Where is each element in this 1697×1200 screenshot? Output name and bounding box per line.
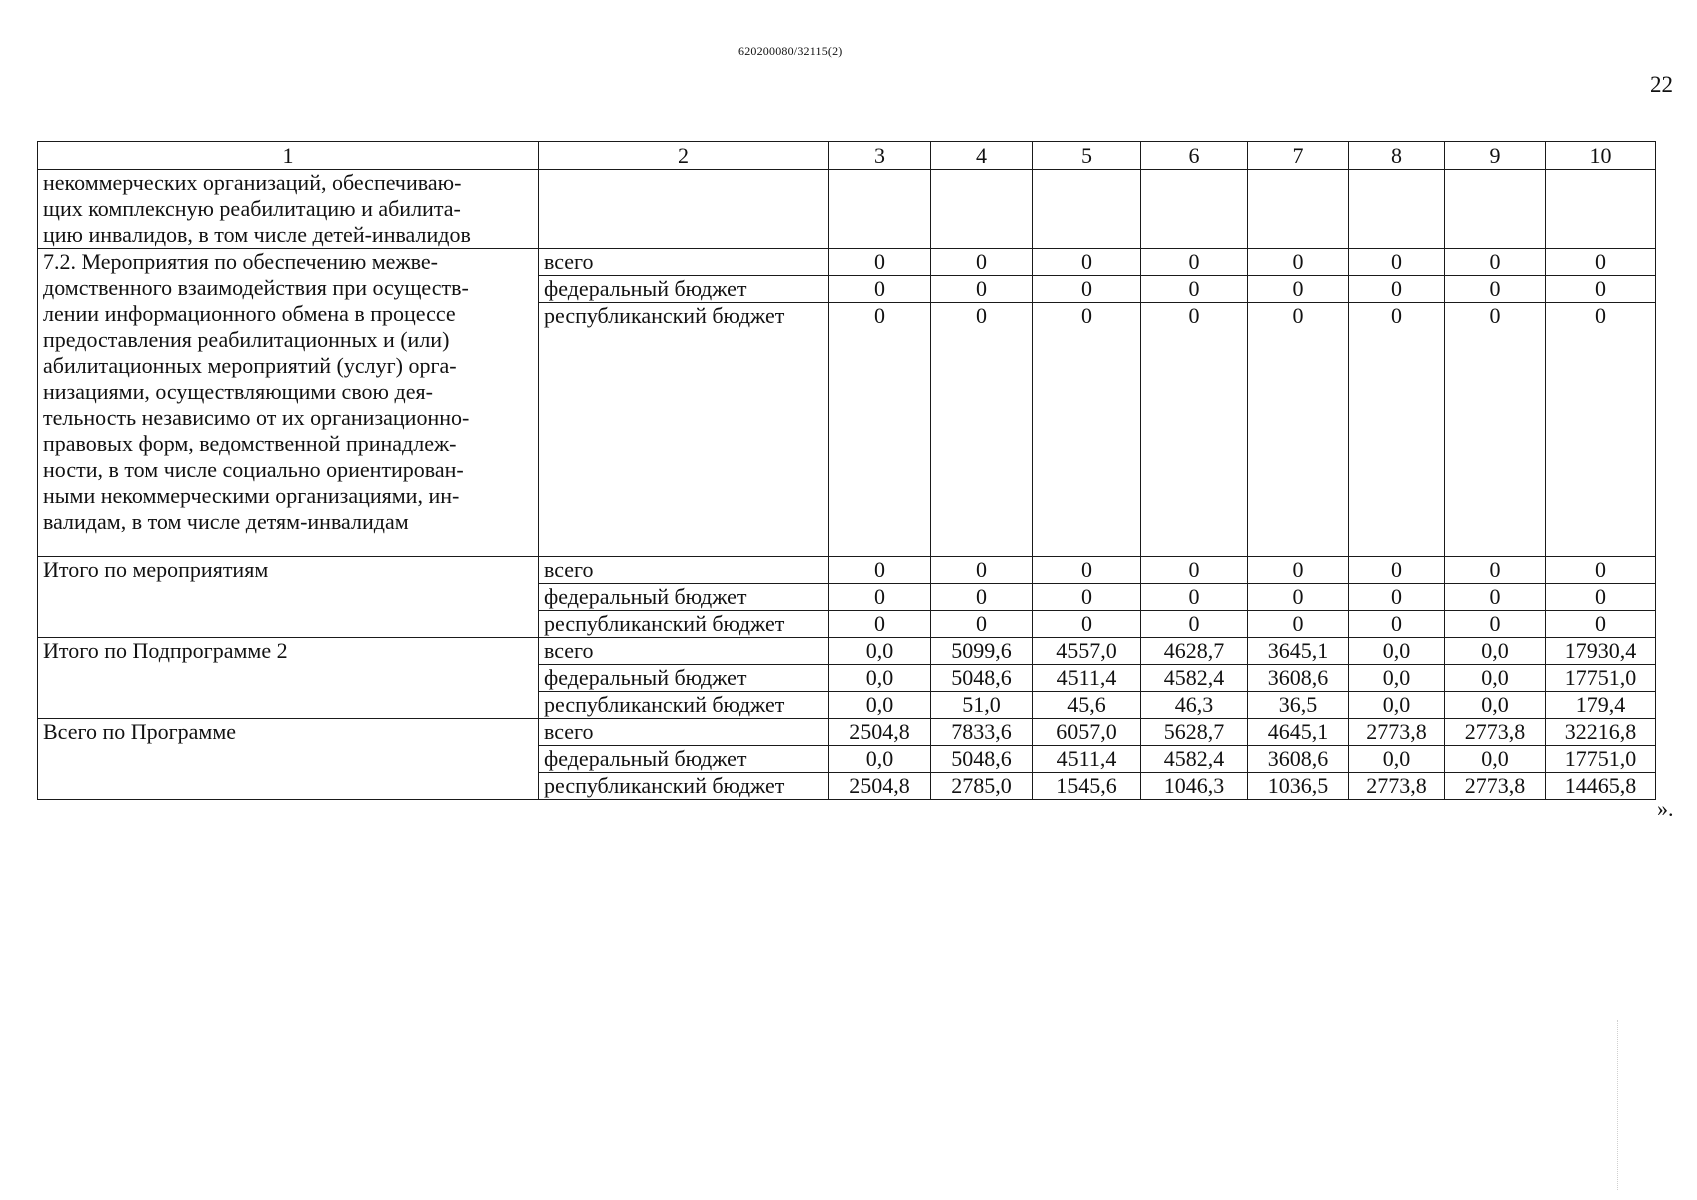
value-cell: 3645,1 (1248, 638, 1349, 665)
description-line: ными некоммерческими организациями, ин- (43, 483, 460, 508)
value-cell: 0 (1248, 249, 1349, 276)
empty-cell (1141, 170, 1248, 249)
column-number-row (38, 142, 1656, 170)
scan-artifact (1617, 1020, 1620, 1190)
value-cell: 0,0 (1349, 665, 1445, 692)
empty-cell (1546, 170, 1656, 249)
value-cell: 4582,4 (1141, 665, 1248, 692)
value-cell: 2504,8 (829, 773, 931, 800)
value-cell: 0 (1248, 557, 1349, 584)
value-cell: 0 (1033, 557, 1141, 584)
value-cell: 0 (931, 557, 1033, 584)
document-code: 620200080/32115(2) (738, 44, 843, 58)
funding-source: всего (539, 638, 829, 665)
value-cell: 0 (1349, 557, 1445, 584)
value-cell: 0,0 (1349, 746, 1445, 773)
value-cell: 0 (829, 249, 931, 276)
table-row (38, 719, 1656, 746)
funding-source: всего (539, 557, 829, 584)
column-number: 10 (1546, 142, 1656, 170)
value-cell: 0 (1349, 276, 1445, 303)
value-cell: 5628,7 (1141, 719, 1248, 746)
value-cell: 32216,8 (1546, 719, 1656, 746)
value-cell: 0 (931, 276, 1033, 303)
description-line: тельность независимо от их организационно- (43, 405, 470, 430)
value-cell: 0 (931, 303, 1033, 557)
column-number: 1 (38, 142, 539, 170)
column-number: 9 (1445, 142, 1546, 170)
column-number: 2 (539, 142, 829, 170)
value-cell: 1545,6 (1033, 773, 1141, 800)
value-cell: 0 (1033, 584, 1141, 611)
empty-cell (931, 170, 1033, 249)
value-cell: 0,0 (829, 746, 931, 773)
value-cell: 0,0 (829, 665, 931, 692)
empty-cell (1248, 170, 1349, 249)
value-cell: 4557,0 (1033, 638, 1141, 665)
value-cell: 0 (1033, 611, 1141, 638)
value-cell: 4511,4 (1033, 665, 1141, 692)
value-cell: 2773,8 (1445, 719, 1546, 746)
value-cell: 4628,7 (1141, 638, 1248, 665)
value-cell: 0 (1248, 584, 1349, 611)
funding-source: республиканский бюджет (539, 692, 829, 719)
column-number: 4 (931, 142, 1033, 170)
description-line: Всего по Программе (43, 719, 237, 744)
description-line: ности, в том числе социально ориентирован- (43, 457, 464, 482)
value-cell: 0 (1248, 276, 1349, 303)
value-cell: 2785,0 (931, 773, 1033, 800)
value-cell: 0 (1141, 249, 1248, 276)
value-cell: 0 (1546, 611, 1656, 638)
value-cell: 5048,6 (931, 665, 1033, 692)
value-cell: 2504,8 (829, 719, 931, 746)
value-cell: 45,6 (1033, 692, 1141, 719)
funding-source: федеральный бюджет (539, 665, 829, 692)
value-cell: 0 (1546, 249, 1656, 276)
empty-cell (1033, 170, 1141, 249)
continued-description (38, 170, 539, 249)
value-cell: 0 (1141, 557, 1248, 584)
value-cell: 0 (829, 276, 931, 303)
closing-quote: ». (1657, 796, 1674, 821)
value-cell: 0 (1141, 276, 1248, 303)
value-cell: 0 (1141, 303, 1248, 557)
value-cell: 0,0 (1445, 746, 1546, 773)
description-line: лении информационного обмена в процессе (43, 301, 456, 326)
value-cell: 0 (931, 611, 1033, 638)
value-cell: 0 (829, 303, 931, 557)
value-cell: 0 (1141, 611, 1248, 638)
value-cell: 17751,0 (1546, 746, 1656, 773)
value-cell: 0 (931, 584, 1033, 611)
value-cell: 0 (1546, 303, 1656, 557)
description-line: цию инвалидов, в том числе детей-инвалидов (43, 222, 471, 247)
value-cell: 6057,0 (1033, 719, 1141, 746)
funding-source: республиканский бюджет (539, 773, 829, 800)
value-cell: 0,0 (829, 692, 931, 719)
description-line: Итого по мероприятиям (43, 557, 269, 582)
table-row (38, 249, 1656, 276)
description-line: низациями, осуществляющими свою дея- (43, 379, 433, 404)
value-cell: 0 (1445, 557, 1546, 584)
funding-source: федеральный бюджет (539, 746, 829, 773)
description-line: правовых форм, ведомственной принадлеж- (43, 431, 457, 456)
value-cell: 1046,3 (1141, 773, 1248, 800)
value-cell: 0 (1546, 584, 1656, 611)
value-cell: 0 (1445, 303, 1546, 557)
description-line: предоставления реабилитационных и (или) (43, 327, 450, 352)
value-cell: 0 (931, 249, 1033, 276)
value-cell: 14465,8 (1546, 773, 1656, 800)
value-cell: 36,5 (1248, 692, 1349, 719)
funding-source: федеральный бюджет (539, 276, 829, 303)
value-cell: 3608,6 (1248, 665, 1349, 692)
value-cell: 0 (1141, 584, 1248, 611)
value-cell: 0 (1349, 249, 1445, 276)
value-cell: 0 (829, 557, 931, 584)
value-cell: 0 (1248, 611, 1349, 638)
value-cell: 2773,8 (1349, 719, 1445, 746)
value-cell: 1036,5 (1248, 773, 1349, 800)
value-cell: 0 (1349, 303, 1445, 557)
value-cell: 0,0 (1445, 665, 1546, 692)
description-line: щих комплексную реабилитацию и абилита- (43, 196, 461, 221)
column-number: 5 (1033, 142, 1141, 170)
budget-table (37, 141, 1656, 800)
value-cell: 46,3 (1141, 692, 1248, 719)
value-cell: 4582,4 (1141, 746, 1248, 773)
funding-source: республиканский бюджет (539, 303, 829, 557)
empty-cell (1445, 170, 1546, 249)
description-line: абилитационных мероприятий (услуг) орга- (43, 353, 457, 378)
value-cell: 0 (1546, 276, 1656, 303)
value-cell: 0 (1349, 611, 1445, 638)
measure-description (38, 249, 539, 557)
column-number: 8 (1349, 142, 1445, 170)
measure-description (38, 719, 539, 800)
description-line: Итого по Подпрограмме 2 (43, 638, 288, 663)
value-cell: 5099,6 (931, 638, 1033, 665)
column-number: 6 (1141, 142, 1248, 170)
value-cell: 7833,6 (931, 719, 1033, 746)
value-cell: 0,0 (1445, 692, 1546, 719)
description-line: домственного взаимодействия при осуществ- (43, 275, 469, 300)
value-cell: 0 (829, 611, 931, 638)
value-cell: 2773,8 (1349, 773, 1445, 800)
value-cell: 0 (1349, 584, 1445, 611)
funding-source: всего (539, 719, 829, 746)
value-cell: 0,0 (829, 638, 931, 665)
empty-cell (829, 170, 931, 249)
value-cell: 5048,6 (931, 746, 1033, 773)
value-cell: 2773,8 (1445, 773, 1546, 800)
value-cell: 0 (1546, 557, 1656, 584)
description-line: некоммерческих организаций, обеспечиваю- (43, 170, 462, 195)
description-line: валидам, в том числе детям-инвалидам (43, 509, 409, 534)
value-cell: 0 (1445, 249, 1546, 276)
table-row (38, 557, 1656, 584)
value-cell: 0,0 (1349, 692, 1445, 719)
value-cell: 0 (1445, 584, 1546, 611)
description-line: 7.2. Мероприятия по обеспечению межве- (43, 249, 439, 274)
empty-cell (539, 170, 829, 249)
funding-source: федеральный бюджет (539, 584, 829, 611)
value-cell: 17751,0 (1546, 665, 1656, 692)
page-number: 22 (1650, 72, 1673, 97)
empty-cell (1349, 170, 1445, 249)
continued-row (38, 170, 1656, 249)
funding-source: республиканский бюджет (539, 611, 829, 638)
value-cell: 51,0 (931, 692, 1033, 719)
value-cell: 4645,1 (1248, 719, 1349, 746)
measure-description (38, 557, 539, 638)
value-cell: 0 (1445, 611, 1546, 638)
column-number: 7 (1248, 142, 1349, 170)
value-cell: 179,4 (1546, 692, 1656, 719)
funding-source: всего (539, 249, 829, 276)
value-cell: 3608,6 (1248, 746, 1349, 773)
value-cell: 0 (1445, 276, 1546, 303)
value-cell: 0 (1033, 276, 1141, 303)
value-cell: 0 (829, 584, 931, 611)
value-cell: 17930,4 (1546, 638, 1656, 665)
value-cell: 0,0 (1349, 638, 1445, 665)
value-cell: 0 (1033, 249, 1141, 276)
value-cell: 0 (1248, 303, 1349, 557)
measure-description (38, 638, 539, 719)
table-row (38, 638, 1656, 665)
value-cell: 0 (1033, 303, 1141, 557)
column-number: 3 (829, 142, 931, 170)
value-cell: 0,0 (1445, 638, 1546, 665)
value-cell: 4511,4 (1033, 746, 1141, 773)
